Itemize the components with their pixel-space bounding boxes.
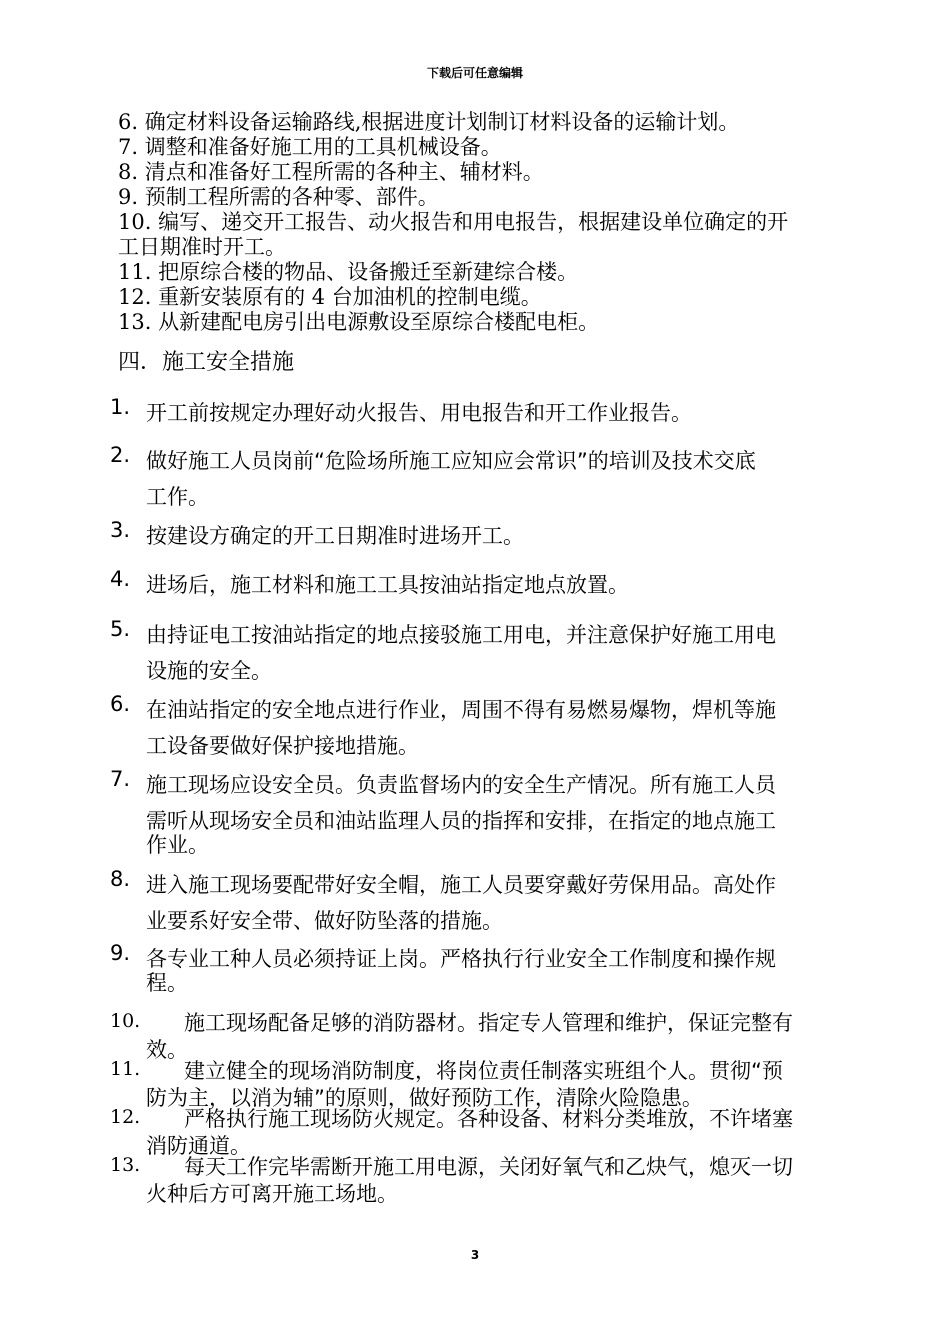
item-text: 作业。: [146, 833, 209, 857]
item-number: 8.: [110, 867, 131, 891]
item-text: 在油站指定的安全地点进行作业，周围不得有易燃易爆物，焊机等施: [146, 698, 776, 722]
list-item: [110, 1058, 890, 1112]
item-text: 火种后方可离开施工场地。: [146, 1182, 398, 1206]
list-item: 12. 重新安装原有的 4 台加油机的控制电缆。: [118, 285, 542, 309]
item-text: 开工前按规定办理好动火报告、用电报告和开工作业报告。: [146, 401, 692, 425]
item-number: 3.: [110, 518, 131, 542]
item-text: 工设备要做好保护接地措施。: [146, 734, 419, 758]
item-text: 程。: [146, 971, 188, 995]
item-text: 每天工作完毕需断开施工用电源，关闭好氧气和乙炔气，熄灭一切: [184, 1155, 793, 1179]
list-item: 工日期准时开工。: [118, 235, 286, 259]
list-item: 11. 把原综合楼的物品、设备搬迁至新建综合楼。: [118, 260, 579, 284]
item-number: 10.: [110, 1010, 141, 1032]
list-item: [110, 867, 890, 939]
item-text: 施工现场配备足够的消防器材。指定专人管理和维护，保证完整有: [184, 1011, 793, 1035]
item-text: 建立健全的现场消防制度，将岗位责任制落实班组个人。贯彻“预: [184, 1059, 783, 1083]
item-number: 5.: [110, 617, 131, 641]
list-item: [110, 941, 890, 995]
item-text: 施工现场应设安全员。负责监督场内的安全生产情况。所有施工人员: [146, 773, 776, 797]
list-item: 9. 预制工程所需的各种零、部件。: [118, 185, 439, 209]
page-number: 3: [470, 1248, 480, 1262]
item-text: 设施的安全。: [146, 659, 272, 683]
item-text: 需听从现场安全员和油站监理人员的指挥和安排，在指定的地点施工: [146, 809, 776, 833]
item-number: 6.: [110, 692, 131, 716]
item-text: 进入施工现场要配带好安全帽，施工人员要穿戴好劳保用品。高处作: [146, 873, 776, 897]
list-item: [110, 692, 890, 764]
item-text: 消防通道。: [146, 1134, 251, 1158]
list-item: [110, 1154, 890, 1208]
list-item: 6. 确定材料设备运输路线,根据进度计划制订材料设备的运输计划。: [118, 110, 740, 134]
item-text: 严格执行施工现场防火规定。各种设备、材料分类堆放，不许堵塞: [184, 1107, 793, 1131]
list-item: [110, 1106, 890, 1160]
list-item: [110, 617, 890, 689]
item-text: 进场后，施工材料和施工工具按油站指定地点放置。: [146, 573, 629, 597]
item-number: 9.: [110, 941, 131, 965]
item-text: 做好施工人员岗前“危险场所施工应知应会常识”的培训及技术交底: [146, 449, 756, 473]
list-item: [110, 395, 890, 431]
item-text: 按建设方确定的开工日期准时进场开工。: [146, 524, 524, 548]
list-item: [110, 767, 890, 857]
item-text: 各专业工种人员必须持证上岗。严格执行行业安全工作制度和操作规: [146, 947, 776, 971]
numbered-list-continued: [118, 110, 888, 335]
list-item: 7. 调整和准备好施工用的工具机械设备。: [118, 135, 502, 159]
list-item: 13. 从新建配电房引出电源敷设至原综合楼配电柜。: [118, 310, 600, 334]
item-number: 4.: [110, 567, 131, 591]
item-text: 由持证电工按油站指定的地点接驳施工用电，并注意保护好施工用电: [146, 623, 776, 647]
list-item: [110, 567, 890, 603]
item-text: 防为主，以消为辅”的原则，做好预防工作，清除火险隐患。: [146, 1086, 703, 1110]
item-number: 2.: [110, 443, 131, 467]
list-item: [110, 1010, 890, 1064]
item-number: 1.: [110, 395, 131, 419]
list-item: 8. 清点和准备好工程所需的各种主、辅材料。: [118, 160, 544, 184]
item-number: 11.: [110, 1058, 141, 1080]
item-number: 13.: [110, 1154, 141, 1176]
item-text: 工作。: [146, 485, 209, 509]
item-text: 业要系好安全带、做好防坠落的措施。: [146, 909, 503, 933]
item-text: 效。: [146, 1038, 188, 1062]
item-number: 12.: [110, 1106, 141, 1128]
item-number: 7.: [110, 767, 131, 791]
section-heading: 四．施工安全措施: [118, 350, 295, 375]
list-item: [110, 518, 890, 554]
list-item: 10. 编写、递交开工报告、动火报告和用电报告，根据建设单位确定的开: [118, 210, 789, 234]
page-header: 下载后可任意编辑: [426, 66, 523, 80]
list-item: [110, 443, 890, 515]
